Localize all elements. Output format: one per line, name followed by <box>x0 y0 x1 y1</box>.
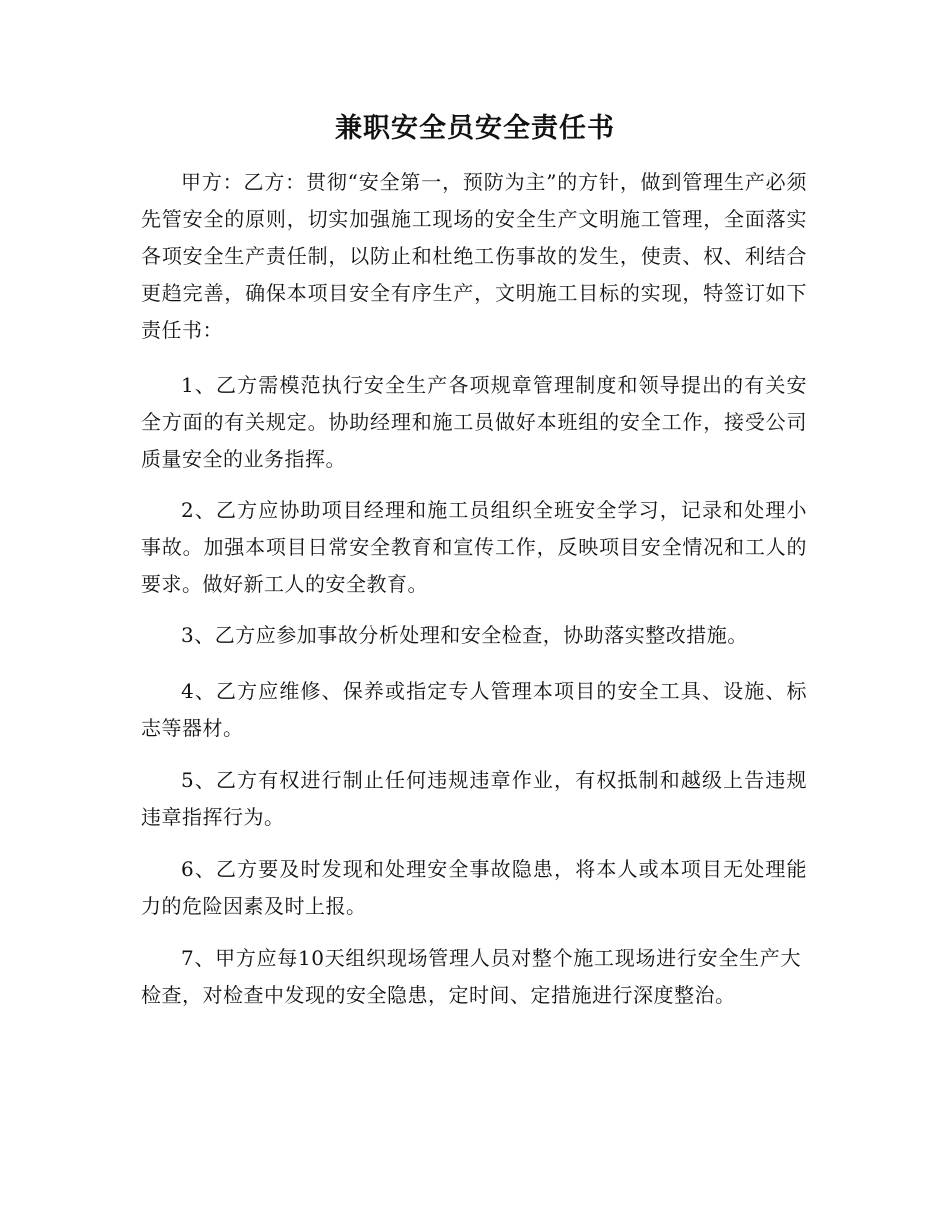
clause-3: 3、乙方应参加事故分析处理和安全检查，协助落实整改措施。 <box>181 623 748 647</box>
clause-1: 1、乙方需模范执行安全生产各项规章管理制度和领导提出的有关安全方面的有关规定。协助经理和施工员做好本班组的安全工作，接受公司质量安全的业务指挥。 <box>141 373 807 471</box>
clause-4: 4、乙方应维修、保养或指定专人管理本项目的安全工具、设施、标志等器材。 <box>141 679 807 740</box>
clause-7: 7、甲方应每10天组织现场管理人员对整个施工现场进行安全生产大检查，对检查中发现的安全隐患，定时间、定措施进行深度整治。 <box>141 946 801 1007</box>
clause-5: 5、乙方有权进行制止任何违规违章作业，有权抵制和越级上告违规违章指挥行为。 <box>141 768 807 829</box>
clause-6: 6、乙方要及时发现和处理安全事故隐患，将本人或本项目无处理能力的危险因素及时上报。 <box>141 857 807 918</box>
document-title: 兼职安全员安全责任书 <box>335 113 615 144</box>
clause-2: 2、乙方应协助项目经理和施工员组织全班安全学习，记录和处理小事故。加强本项目日常安全教育和宣传工作，反映项目安全情况和工人的要求。做好新工人的安全教育。 <box>141 498 807 596</box>
intro-paragraph: 甲方：乙方：贯彻“安全第一，预防为主”的方针，做到管理生产必须先管安全的原则，切实加强施工现场的安全生产文明施工管理，全面落实各项安全生产责任制，以防止和杜绝工伤事故的发生，使责、权、利结合更趋完善，确保本项目安全有序生产，文明施工目标的实现，特签订如下责任书： <box>141 170 807 342</box>
